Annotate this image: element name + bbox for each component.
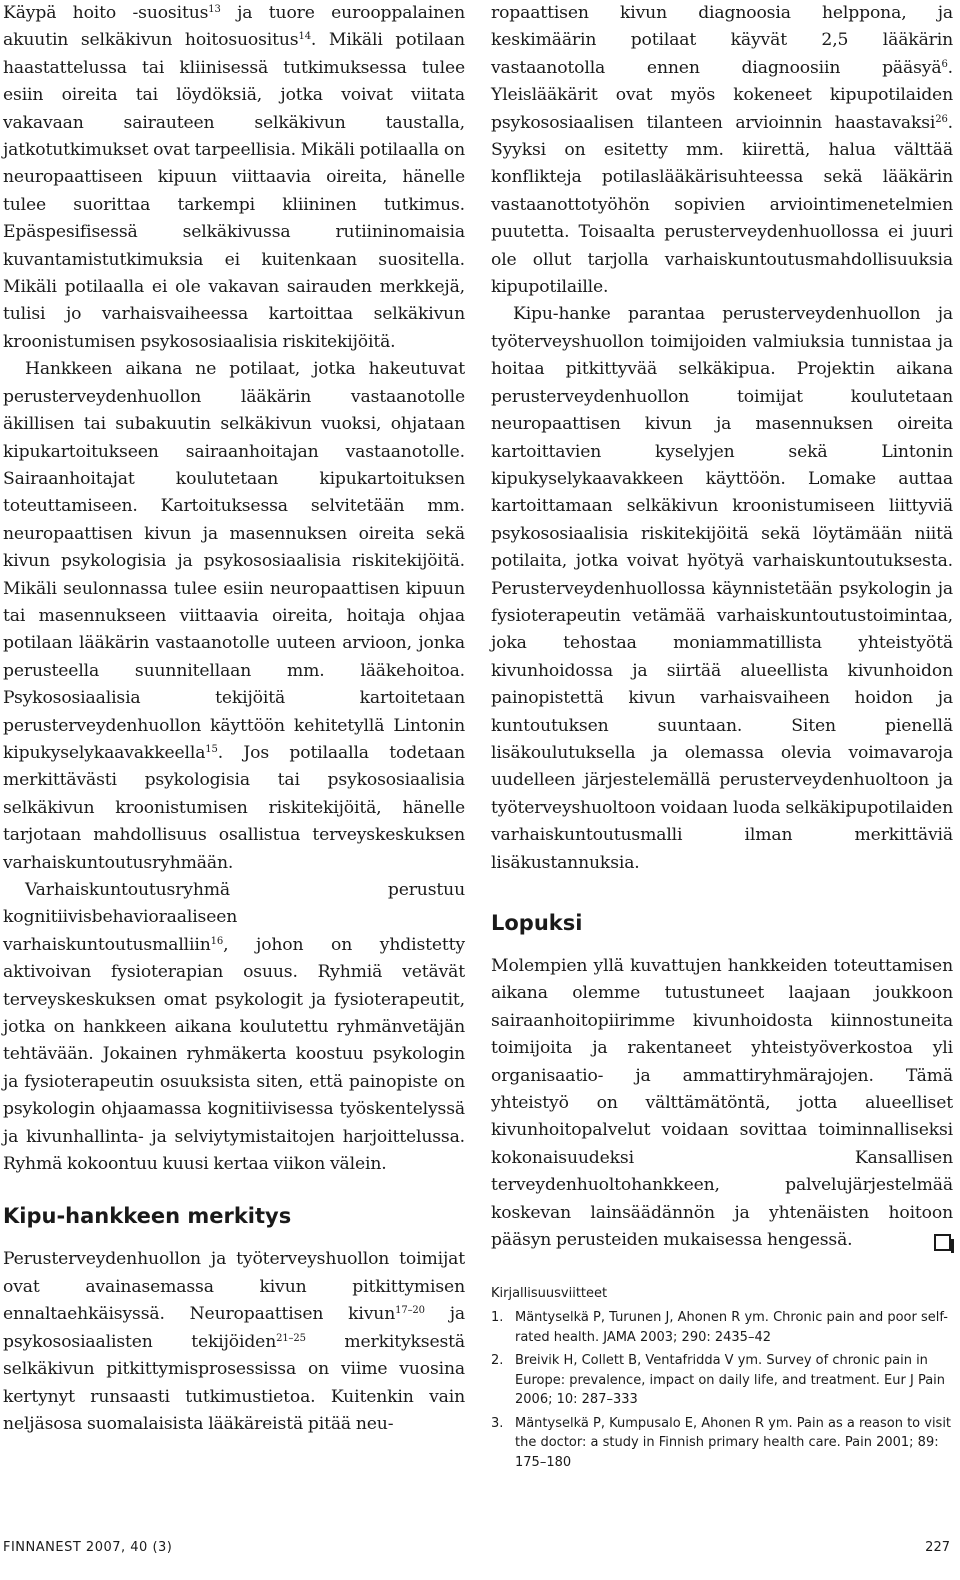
body-paragraph: Käypä hoito -suositus$^{13}$ ja tuore eurooppalainen akuutin selkäkivun hoitosuositus$^{14}$. Mikäli potilaan haastattelussa tai kliinisessä tutkimuksessa tulee esiin oireita tai löydöksiä, jotka voivat viitata vakavaan sairauteen selkäkivun taustalla, jatkotutkimukset ovat tarpeellisia. Mikäli potilaalla on neuropaattiseen kipuun viittaavia oireita, hänelle tulee suorittaa tarkempi kliininen tutkimus. Epäspesifisessä selkäkivussa rutiininomaisia kuvantamistutkimuksia ei kuitenkaan suositella. Mikäli potilaalla ei ole vakavan sairauden merkkejä, tulisi jo varhaisvaiheessa kartoittaa selkäkivun kroonistumisen psykososiaalisia riskitekijöitä. xyxy=(3,3,465,352)
citation-ref: 16 xyxy=(210,935,224,947)
reference-item: 3. Mäntyselkä P, Kumpusalo E, Ahonen R ym. Pain as a reason to visit the doctor: a study in Finnish primary health care. Pain 2001; 89: 175–180 xyxy=(491,1415,952,1470)
reference-item: 2. Breivik H, Collett B, Ventafridda V ym. Survey of chronic pain in Europe: prevalence, impact on daily life, and treatment. Eur J Pain 2006; 10: 287–333 xyxy=(491,1353,946,1408)
references-section xyxy=(491,1284,953,1472)
body-paragraph: Hankkeen aikana ne potilaat, jotka hakeutuvat perusterveydenhuollon lääkärin vastaanotolle äkillisen tai subakuutin selkäkivun vuoksi, ohjataan kipukartoitukseen sairaanhoitajan vastaanotolle. Sairaanhoitajat koulutetaan kipukartoituksen toteuttamiseen. Kartoituksessa selvitetään mm. neuropaattisen kivun ja masennuksen oireita sekä kivun psykologisia ja psykososiaalisia riskitekijöitä. Mikäli seulonnassa tulee esiin neuropaattisen kipuun tai masennukseen viittaavia oireita, hoitaja ohjaa potilaan lääkärin vastaanotolle uuteen arvioon, jonka perusteella suunnitellaan mm. lääkehoitoa. Psykososiaalisia tekijöitä kartoitetaan perusterveydenhuollon käyttöön kehitetyllä Lintonin kipukyselykaavakkeella$^{15}$. Jos potilaalla todetaan merkittävästi psykologisia tai psykososiaalisia selkäkivun kroonistumisen riskitekijöitä, hänelle tarjotaan mahdollisuus osallistua terveyskeskuksen varhaiskuntoutusryhmään. xyxy=(3,359,465,873)
page-number: 227 xyxy=(925,1540,950,1555)
reference-item: 1. Mäntyselkä P, Turunen J, Ahonen R ym. Chronic pain and poor self-rated health. JAMA 2003; 290: 2435–42 xyxy=(491,1310,948,1345)
citation-ref: 17–20 xyxy=(395,1305,425,1317)
right-column xyxy=(491,0,953,1476)
citation-ref: 13 xyxy=(208,4,221,15)
page-footer xyxy=(0,1540,960,1562)
citation-ref: 14 xyxy=(298,31,311,43)
body-paragraph: Varhaiskuntoutusryhmä perustuu kognitiivisbehavioraaliseen varhaiskuntoutusmalliin$^{16}$, johon on yhdistetty aktivoivan fysioterapian osuus. Ryhmiä vetävät terveyskeskuksen omat psykologit ja fysioterapeutit, jotka on hankkeen aikana koulutettu ryhmänvetäjän tehtävään. Jokainen ryhmäkerta koostuu psykologin ja fysioterapeutin osuuksista siten, että painopiste on psykologin ohjaamassa kognitiivisessa työskentelyssä ja kivunhallinta- ja selviytymistaitojen harjoittelussa. Ryhmä kokoontuu kuusi kertaa viikon välein. xyxy=(3,880,465,1175)
body-paragraph: Kipu-hanke parantaa perusterveydenhuollon ja työterveyshuollon toimijoiden valmiuksia tunnistaa ja hoitaa pitkittyvää selkäkipua. Projektin aikana perusterveydenhuollon toimijat koulutetaan neuropaattisen kivun ja masennuksen oireita kartoittavien kyselyjen sekä Lintonin kipukyselykaavakkeen käyttöön. Lomake auttaa kartoittamaan selkäkivun kroonistumiseen liittyviä psykososiaalisia riskitekijöitä sekä löytämään niitä potilaita, jotka voivat hyötyä varhaiskuntoutuksesta. Perusterveydenhuollossa käynnistetään psykologin ja fysioterapeutin vetämää varhaiskuntoutustoimintaa, joka tehostaa moniammatillista yhteistyötä kivunhoidossa ja siirtää alueellista kivunhoidon painopistettä kivun varhaisvaiheen hoidon ja kuntoutuksen suuntaan. Siten pienellä lisäkoulutuksella ja olemassa olevia voimavaroja uudelleen järjestelemällä perusterveydenhuoltoon ja työterveyshuoltoon voidaan luoda selkäkipupotilaiden varhaiskuntoutusmalli ilman merkittäviä lisäkustannuksia. xyxy=(491,304,953,873)
citation-ref: 26 xyxy=(935,113,948,125)
citation-ref: 6 xyxy=(941,58,948,70)
section-heading: Lopuksi xyxy=(491,911,583,935)
body-paragraph: Molempien yllä kuvattujen hankkeiden toteuttamisen aikana olemme tutustuneet laajaan joukkoon sairaanhoitopiirimme kivunhoidosta kiinnostuneita toimijoita ja rakentaneet yhteistyöverkostoa yli organisaatio- ja ammattiryhmärajojen. Tämä yhteistyö on välttämätöntä, jotta alueelliset kivunhoitopalvelut voidaan sovittaa toiminnalliseksi kokonaisuudeksi Kansallisen terveydenhuoltohankkeen, palvelujärjestelmää koskevan lainsäädännön ja yhtenäisten hoitoon pääsyn perusteiden mukaisessa hengessä. xyxy=(491,956,953,1251)
journal-citation: FINNANEST 2007, 40 (3) xyxy=(3,1540,173,1555)
citation-ref: 21–25 xyxy=(276,1332,306,1344)
citation-ref: 15 xyxy=(205,743,218,755)
references-title: Kirjallisuusviitteet xyxy=(491,1286,608,1302)
end-of-article-icon xyxy=(934,1234,951,1251)
body-paragraph: Perusterveydenhuollon ja työterveyshuollon toimijat ovat avainasemassa kivun pitkittymisen ennaltaehkäisyssä. Neuropaattisen kivun$^{17-20}$ ja psykososiaalisten tekijöiden$^{21-25}$ merkityksestä selkäkivun pitkittymisprosessissa on viime vuosina kertynyt runsaasti tutkimustietoa. Kuitenkin vain neljäsosa suomalaisista lääkäreistä pitää neu- xyxy=(3,1249,466,1434)
reference-list xyxy=(491,1308,953,1472)
body-paragraph: ropaattisen kivun diagnoosia helppona, ja keskimäärin potilaat käyvät 2,5 lääkärin vastaanotolla ennen diagnoosiin pääsyä$^6$. Yleislääkärit ovat myös kokeneet kipupotilaiden psykososiaalisen tilanteen arvioinnin haastavaksi$^{26}$. Syyksi on esitetty mm. kiirettä, halua välttää konflikteja potilaslääkärisuhteessa sekä lääkärin vastaanottotyöhön sopivien arviointimenetelmien puutetta. Toisaalta perusterveydenhuollossa ei juuri ole ollut tarjolla varhaiskuntoutusmahdollisuuksia kipupotilaille. xyxy=(491,3,953,298)
section-heading: Kipu-hankkeen merkitys xyxy=(3,1204,292,1229)
left-column xyxy=(3,0,465,1438)
